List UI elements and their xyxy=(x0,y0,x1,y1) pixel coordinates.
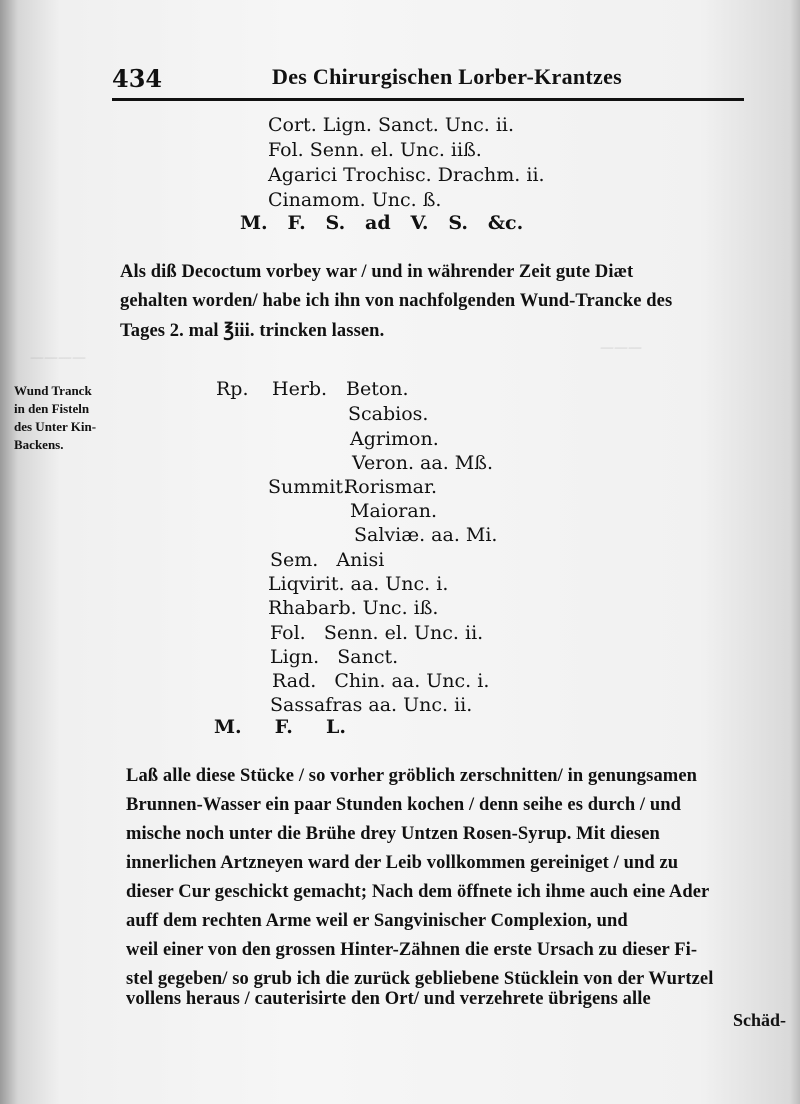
margin-note-line: des Unter Kin- xyxy=(14,419,97,434)
margin-note-line: Wund Tranck xyxy=(14,383,92,398)
paragraph1-line: Tages 2. mal ℥iii. trincken lassen. xyxy=(120,321,385,341)
bleed-through-marks: ——— xyxy=(600,340,642,356)
paragraph1-line: gehalten worden/ habe ich ihn von nachfolgenden Wund-Trancke des xyxy=(120,291,673,311)
summit-item: Rorismar. xyxy=(344,476,438,498)
paragraph2-line: weil einer von den grossen Hinter-Zähnen die erste Ursach zu dieser Fi- xyxy=(126,940,698,960)
paragraph2-line: stel gegeben/ so grub ich die zurück gebliebene Stücklein von der Wurtzel xyxy=(126,969,714,989)
recipe-summit: Summit. xyxy=(268,476,350,498)
recipe2-line: Rad. Chin. aa. Unc. i. xyxy=(272,670,490,692)
margin-note-line: Backens. xyxy=(14,437,64,452)
running-head xyxy=(112,60,752,96)
recipe2-line: Sassafras aa. Unc. ii. xyxy=(270,694,473,716)
recipe2-line: Sem. Anisi xyxy=(270,549,385,571)
header-rule xyxy=(112,98,744,101)
paragraph2-line: innerlichen Artzneyen ward der Leib vollkommen gereiniget / und zu xyxy=(126,853,679,873)
paragraph2-line: auff dem rechten Arme weil er Sangvinischer Complexion, und xyxy=(126,911,628,931)
paragraph1-line: Als diß Decoctum vorbey war / und in währender Zeit gute Diæt xyxy=(120,262,634,282)
herb-item: Beton. xyxy=(346,378,409,400)
page-number: 434 xyxy=(112,64,163,93)
catchword: Schäd- xyxy=(732,1010,786,1030)
summit-item: Salviæ. aa. Mi. xyxy=(354,524,498,546)
recipe-herb: Herb. xyxy=(272,378,328,400)
herb-item: Agrimon. xyxy=(350,428,439,450)
herb-item: Veron. aa. Mß. xyxy=(352,452,493,474)
recipe1-closing: M. F. S. ad V. S. &c. xyxy=(240,212,524,234)
margin-note-line: in den Fisteln xyxy=(14,401,90,416)
margin-note xyxy=(14,382,120,454)
paragraph2-line: Laß alle diese Stücke / so vorher gröblich zerschnitten/ in genungsamen xyxy=(126,766,698,786)
paragraph2-line: dieser Cur geschickt gemacht; Nach dem öffnete ich ihme auch eine Ader xyxy=(126,882,710,902)
recipe1-line: Cinamom. Unc. ß. xyxy=(268,189,442,211)
recipe2-closing: M. F. L. xyxy=(214,716,346,738)
running-title: Des Chirurgischen Lorber-Krantzes xyxy=(272,64,623,89)
paragraph2-line: Brunnen-Wasser ein paar Stunden kochen / denn seihe es durch / und xyxy=(126,795,682,815)
recipe-rp: Rp. xyxy=(216,378,249,400)
paragraph2-line: vollens heraus / cauterisirte den Ort/ und verzehrete übrigens alle xyxy=(126,989,651,1009)
recipe2-line: Liqvirit. aa. Unc. i. xyxy=(268,573,449,595)
herb-item: Scabios. xyxy=(348,403,429,425)
summit-item: Maioran. xyxy=(350,500,437,522)
recipe1-line: Fol. Senn. el. Unc. iiß. xyxy=(268,139,482,161)
recipe2-line: Rhabarb. Unc. iß. xyxy=(268,597,439,619)
recipe2-line: Fol. Senn. el. Unc. ii. xyxy=(270,622,484,644)
recipe1-line: Cort. Lign. Sanct. Unc. ii. xyxy=(268,114,515,136)
recipe1-line: Agarici Trochisc. Drachm. ii. xyxy=(268,164,545,186)
paragraph2-line: mische noch unter die Brühe drey Untzen Rosen-Syrup. Mit diesen xyxy=(126,824,660,844)
bleed-through-marks: ———— xyxy=(30,350,86,366)
recipe2-line: Lign. Sanct. xyxy=(270,646,399,668)
